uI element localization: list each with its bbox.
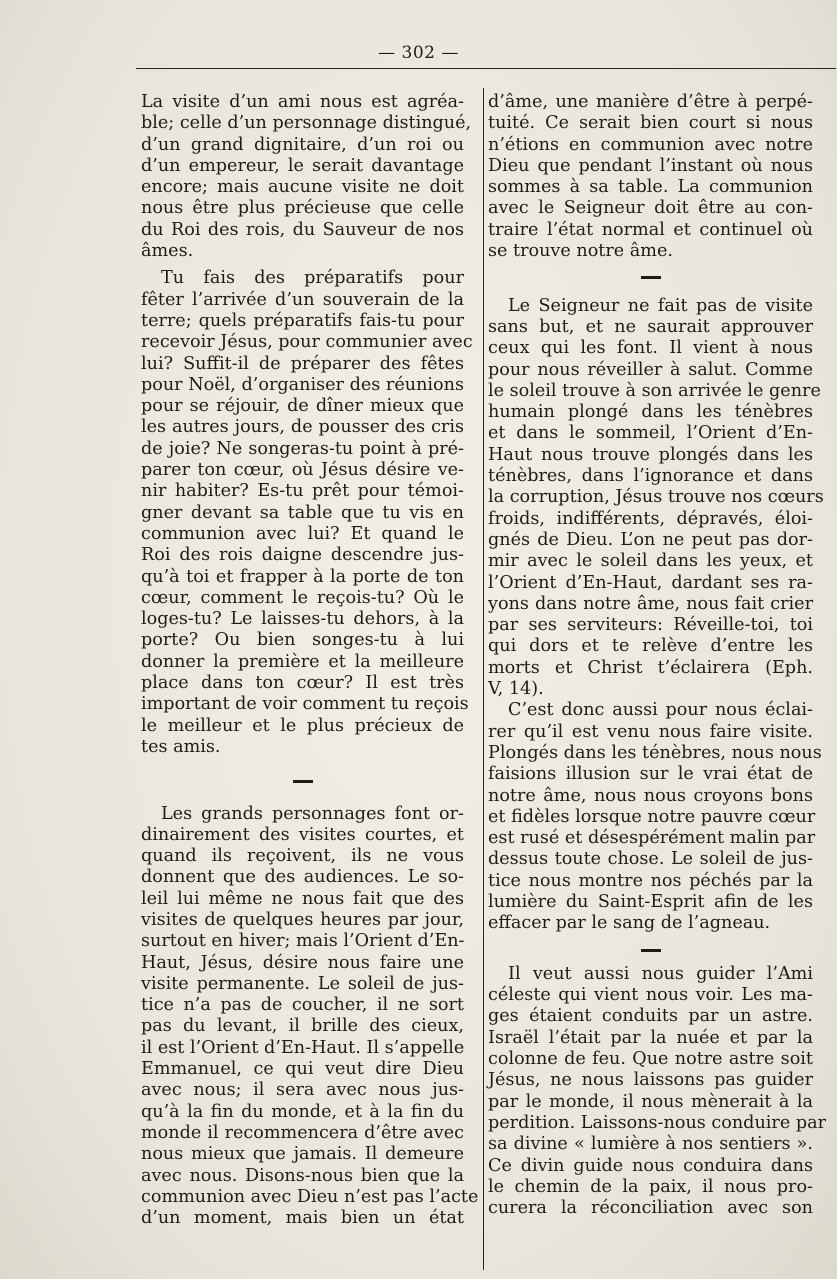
paragraph-gap (488, 288, 813, 296)
text-line: ceux qui les font. Il vient à nous (488, 338, 813, 359)
text-line: rer qu’il est venu nous faire visite. (488, 721, 813, 742)
text-line: pas du levant, il brille des cieux, (141, 1016, 464, 1037)
text-line: se trouve notre âme. (488, 241, 673, 262)
text-line: fêter l’arrivée d’un souverain de la (141, 289, 464, 310)
text-line: la corruption, Jésus trouve nos cœurs (488, 487, 824, 508)
text-line: le chemin de la paix, il nous pro- (488, 1176, 813, 1197)
text-line: âmes. (141, 241, 194, 262)
text-line: lui? Suffit-il de préparer des fêtes (141, 353, 464, 374)
text-line: Emmanuel, ce qui veut dire Dieu (141, 1059, 464, 1080)
text-line: pour se réjouir, de dîner mieux que (141, 396, 464, 417)
text-line: effacer par le sang de l’agneau. (488, 913, 771, 934)
text-line: est rusé et désespérément malin par (488, 828, 816, 849)
text-line: dessus toute chose. Le soleil de jus- (488, 849, 813, 870)
text-line: notre âme, nous nous croyons bons (488, 785, 813, 806)
text-line: qu’à toi et frapper à la porte de ton (141, 566, 464, 587)
text-line: lumière du Saint-Esprit afin de les (488, 891, 813, 912)
text-line: morts et Christ t’éclairera (Eph. (488, 657, 813, 678)
text-line: monde il recommencera d’être avec (141, 1122, 464, 1143)
text-line: parer ton cœur, où Jésus désire ve- (141, 460, 464, 481)
text-line: céleste qui vient nous voir. Les ma- (488, 985, 813, 1006)
text-line: donnent que des audiences. Le so- (141, 867, 464, 888)
text-line: avec le Seigneur doit être au con- (488, 198, 813, 219)
text-line: curera la réconciliation avec son (488, 1198, 813, 1219)
text-line: du Roi des rois, du Sauveur de nos (141, 219, 464, 240)
text-line: tice nous montre nos péchés par la (488, 870, 813, 891)
text-line: pour Noël, d’organiser des réunions (141, 374, 464, 395)
text-line: ges étaient conduits par un astre. (488, 1006, 813, 1027)
text-line: humain plongé dans les ténèbres (488, 402, 813, 423)
text-line: important de voir comment tu reçois (141, 694, 469, 715)
text-line: d’un empereur, le serait davantage (141, 155, 464, 176)
text-line: leil lui même ne nous fait que des (141, 888, 464, 909)
text-line: nous mieux que jamais. Il demeure (141, 1144, 464, 1165)
text-line: ble; celle d’un personnage distingué, (141, 113, 472, 134)
text-line: cœur, comment le reçois-tu? Où le (141, 587, 464, 608)
text-line: par le monde, il nous mènerait à la (488, 1091, 813, 1112)
text-line: gnés de Dieu. L’on ne peut pas dor- (488, 529, 813, 550)
text-line: l’Orient d’En-Haut, dardant ses ra- (488, 572, 813, 593)
text-line: n’étions en communion avec notre (488, 134, 813, 155)
text-line: Tu fais des préparatifs pour (161, 268, 464, 289)
text-line: perdition. Laissons-nous conduire par (488, 1112, 826, 1133)
text-line: surtout en hiver; mais l’Orient d’En- (141, 931, 465, 952)
text-line: d’un grand dignitaire, d’un roi ou (141, 134, 464, 155)
text-line: donner la première et la meilleure (141, 651, 464, 672)
text-line: les autres jours, de pousser des cris (141, 417, 464, 438)
text-line: Dieu que pendant l’instant où nous (488, 155, 813, 176)
text-line: dinairement des visites courtes, et (141, 824, 464, 845)
text-line: il est l’Orient d’En-Haut. Il s’appelle (141, 1037, 465, 1058)
paragraph-gap (141, 758, 464, 770)
text-line: ténèbres, dans l’ignorance et dans (488, 466, 813, 487)
text-line: nous être plus précieuse que celle (141, 198, 464, 219)
text-line: tes amis. (141, 736, 221, 757)
text-line: place dans ton cœur? Il est très (141, 673, 464, 694)
text-line: d’un moment, mais bien un état (141, 1208, 464, 1229)
text-line: de joie? Ne songeras-tu point à pré- (141, 438, 464, 459)
text-line: mir avec le soleil dans les yeux, et (488, 551, 813, 572)
text-line: Roi des rois daigne descendre jus- (141, 545, 464, 566)
text-line: porte? Ou bien songes-tu à lui (141, 630, 464, 651)
text-line: Le Seigneur ne fait pas de visite (508, 295, 813, 316)
page-number: — 302 — (378, 43, 459, 63)
text-line: Ce divin guide nous conduira dans (488, 1155, 813, 1176)
text-line: Jésus, ne nous laissons pas guider (488, 1070, 813, 1091)
text-line: sommes à sa table. La communion (488, 177, 813, 198)
text-line: La visite d’un ami nous est agréa- (141, 92, 464, 112)
header-rule (136, 68, 836, 69)
text-line: qu’à la fin du monde, et à la fin du (141, 1101, 464, 1122)
text-line: et fidèles lorsque notre pauvre cœur (488, 806, 816, 827)
text-line: traire l’état normal et continuel où (488, 219, 813, 240)
text-line: et dans le sommeil, l’Orient d’En- (488, 423, 813, 444)
text-line: loges-tu? Le laisses-tu dehors, à la (141, 609, 464, 630)
text-line: visite permanente. Le soleil de jus- (141, 973, 464, 994)
text-line: Plongés dans les ténèbres, nous nous (488, 742, 822, 763)
text-line: froids, indifférents, dépravés, éloi- (488, 508, 813, 529)
text-line: Haut nous trouve plongés dans les (488, 444, 813, 465)
text-line: Israël l’était par la nuée et par la (488, 1027, 813, 1048)
text-line: visites de quelques heures par jour, (141, 909, 464, 930)
section-separator (141, 770, 464, 791)
text-line: qui dors et te relève d’entre les (488, 636, 813, 657)
text-line: terre; quels préparatifs fais-tu pour (141, 310, 464, 331)
text-line: V, 14). (488, 679, 544, 700)
text-line: colonne de feu. Que notre astre soit (488, 1049, 813, 1070)
text-line: avec nous; il sera avec nous jus- (141, 1080, 464, 1101)
text-line: nir habiter? Es-tu prêt pour témoi- (141, 481, 464, 502)
text-line: C’est donc aussi pour nous éclai- (508, 700, 813, 721)
text-line: avec nous. Disons-nous bien que la (141, 1165, 464, 1186)
text-line: pour nous réveiller à salut. Comme (488, 359, 813, 380)
section-separator (488, 266, 813, 287)
text-line: le soleil trouve à son arrivée le genre (488, 380, 821, 401)
text-line: le meilleur et le plus précieux de (141, 715, 464, 736)
text-line: d’âme, une manière d’être à perpé- (488, 92, 813, 112)
column-divider (483, 88, 484, 1270)
text-line: yons dans notre âme, nous fait crier (488, 593, 813, 614)
left-column (141, 92, 479, 1229)
text-line: quand ils reçoivent, ils ne vous (141, 846, 464, 867)
text-line: tice n’a pas de coucher, il ne sort (141, 995, 464, 1016)
text-line: faisions illusion sur le vrai état de (488, 764, 813, 785)
right-column (488, 92, 826, 1219)
text-line: tuité. Ce serait bien court si nous (488, 113, 813, 134)
text-line: par ses serviteurs: Réveille-toi, toi (488, 615, 813, 636)
text-line: communion avec lui? Et quand le (141, 523, 464, 544)
text-line: sa divine « lumière à nos sentiers ». (488, 1134, 813, 1155)
text-line: recevoir Jésus, pour communier avec (141, 332, 473, 353)
text-line: Les grands personnages font or- (161, 803, 464, 824)
paragraph-gap (141, 792, 464, 804)
text-line: gner devant sa table que tu vis en (141, 502, 464, 523)
text-line: encore; mais aucune visite ne doit (141, 177, 464, 198)
text-line: Haut, Jésus, désire nous faire une (141, 952, 464, 973)
text-line: sans but, et ne saurait approuver (488, 316, 813, 337)
section-separator (488, 939, 813, 960)
text-line: communion avec Dieu n’est pas l’acte (141, 1186, 479, 1207)
text-line: Il veut aussi nous guider l’Ami (508, 963, 813, 984)
